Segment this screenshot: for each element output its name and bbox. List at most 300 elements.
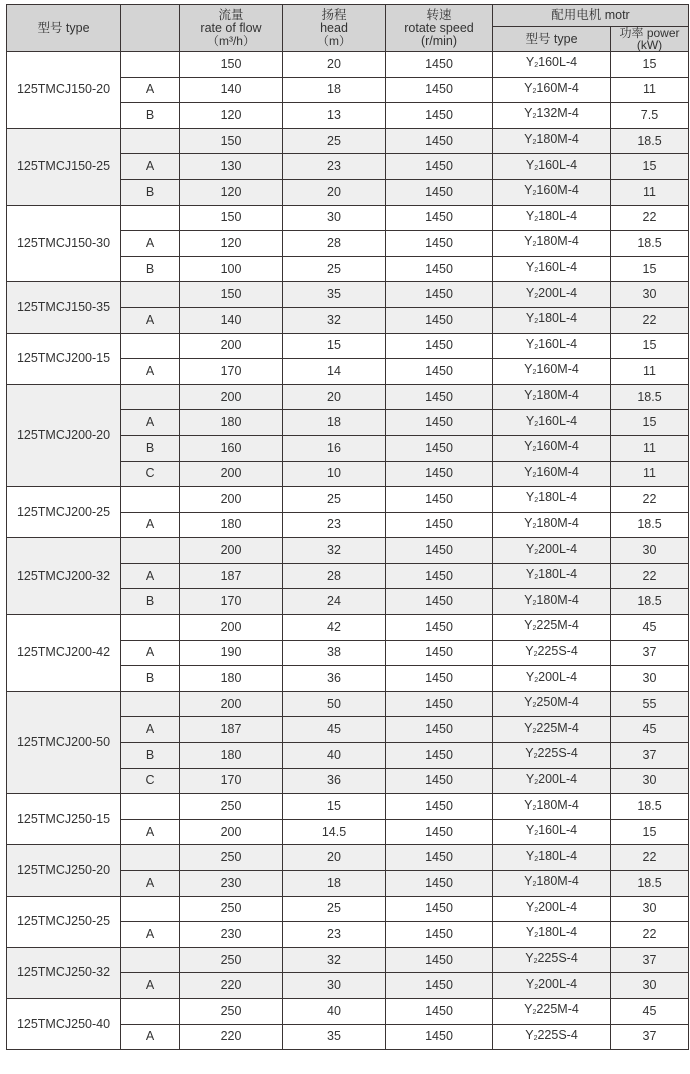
suffix-cell: B	[121, 435, 180, 461]
motor-type-cell	[493, 179, 611, 205]
head-cell: 23	[283, 922, 386, 948]
motor-prefix-sub: 2	[532, 804, 537, 812]
motor-model: 160L-4	[538, 413, 578, 428]
motor-model: 180L-4	[538, 925, 578, 940]
flow-cell: 200	[180, 691, 283, 717]
motor-model: 180L-4	[538, 311, 578, 326]
suffix-cell	[121, 205, 180, 231]
motor-prefix-sub: 2	[532, 87, 537, 95]
power-cell: 37	[611, 743, 689, 769]
motor-type-cell	[493, 871, 611, 897]
motor-prefix-sub: 2	[532, 190, 537, 198]
flow-cell: 250	[180, 845, 283, 871]
table-row	[7, 384, 689, 410]
speed-cell: 1450	[386, 333, 493, 359]
motor-prefix-sub: 2	[533, 650, 538, 658]
header-flow-en: rate of flow	[200, 21, 262, 35]
motor-prefix-sub: 2	[534, 420, 539, 428]
motor-model: 200L-4	[538, 771, 578, 786]
motor-type-cell	[493, 103, 611, 129]
motor-model: 200L-4	[538, 976, 578, 991]
speed-cell: 1450	[386, 845, 493, 871]
motor-prefix: Y	[524, 132, 533, 147]
motor-prefix-sub: 2	[534, 343, 539, 351]
power-cell: 45	[611, 615, 689, 641]
model-cell: 125TMCJ250-20	[7, 845, 121, 896]
motor-prefix: Y	[524, 464, 533, 479]
motor-prefix-sub: 2	[534, 548, 539, 556]
speed-cell: 1450	[386, 410, 493, 436]
head-cell: 10	[283, 461, 386, 487]
motor-type-cell	[493, 743, 611, 769]
motor-model: 250M-4	[536, 695, 579, 710]
head-cell: 14.5	[283, 819, 386, 845]
head-cell: 30	[283, 205, 386, 231]
suffix-cell: B	[121, 256, 180, 282]
motor-prefix: Y	[524, 388, 533, 403]
table-row	[7, 52, 689, 78]
flow-cell: 200	[180, 487, 283, 513]
motor-prefix-sub: 2	[534, 983, 539, 991]
speed-cell: 1450	[386, 52, 493, 78]
head-cell: 18	[283, 77, 386, 103]
flow-cell: 200	[180, 819, 283, 845]
motor-type-cell	[493, 256, 611, 282]
speed-cell: 1450	[386, 794, 493, 820]
motor-prefix-sub: 2	[534, 830, 539, 838]
motor-prefix-sub: 2	[532, 446, 537, 454]
power-cell: 18.5	[611, 128, 689, 154]
head-cell: 20	[283, 384, 386, 410]
motor-model: 180M-4	[536, 388, 579, 403]
motor-type-cell	[493, 77, 611, 103]
model-cell: 125TMCJ200-25	[7, 487, 121, 538]
pump-spec-table-container	[6, 4, 689, 1050]
motor-prefix: Y	[525, 413, 535, 428]
flow-cell: 180	[180, 410, 283, 436]
suffix-cell: A	[121, 717, 180, 743]
motor-model: 200L-4	[538, 541, 578, 556]
flow-cell: 150	[180, 282, 283, 308]
table-header	[7, 5, 689, 52]
suffix-cell: A	[121, 563, 180, 589]
motor-model: 180M-4	[536, 132, 579, 147]
motor-prefix-sub: 2	[534, 267, 539, 275]
motor-prefix-sub: 2	[532, 625, 537, 633]
power-cell: 15	[611, 52, 689, 78]
head-cell: 45	[283, 717, 386, 743]
motor-type-cell	[493, 896, 611, 922]
power-cell: 22	[611, 922, 689, 948]
speed-cell: 1450	[386, 871, 493, 897]
suffix-cell	[121, 128, 180, 154]
motor-prefix-sub: 2	[532, 599, 537, 607]
motor-prefix-sub: 2	[534, 855, 539, 863]
motor-prefix: Y	[525, 541, 535, 556]
flow-cell: 150	[180, 128, 283, 154]
motor-type-cell	[493, 794, 611, 820]
head-cell: 23	[283, 154, 386, 180]
motor-type-cell	[493, 819, 611, 845]
motor-model: 160M-4	[536, 362, 579, 377]
suffix-cell: B	[121, 589, 180, 615]
motor-prefix-sub: 2	[534, 292, 539, 300]
flow-cell: 170	[180, 359, 283, 385]
head-cell: 28	[283, 563, 386, 589]
motor-type-cell	[493, 589, 611, 615]
motor-type-cell	[493, 717, 611, 743]
speed-cell: 1450	[386, 717, 493, 743]
flow-cell: 140	[180, 307, 283, 333]
suffix-cell: A	[121, 640, 180, 666]
suffix-cell	[121, 845, 180, 871]
motor-prefix: Y	[524, 797, 533, 812]
motor-prefix-sub: 2	[532, 522, 537, 530]
flow-cell: 250	[180, 947, 283, 973]
power-cell: 15	[611, 410, 689, 436]
flow-cell: 230	[180, 922, 283, 948]
head-cell: 36	[283, 666, 386, 692]
power-cell: 15	[611, 256, 689, 282]
power-cell: 22	[611, 845, 689, 871]
speed-cell: 1450	[386, 384, 493, 410]
header-speed-en: rotate speed	[404, 20, 474, 35]
header-power-cn: 功率 power	[619, 26, 680, 40]
motor-type-cell	[493, 615, 611, 641]
head-cell: 35	[283, 282, 386, 308]
head-cell: 25	[283, 128, 386, 154]
motor-prefix: Y	[525, 746, 534, 761]
motor-type-cell	[493, 845, 611, 871]
speed-cell: 1450	[386, 743, 493, 769]
power-cell: 22	[611, 307, 689, 333]
flow-cell: 200	[180, 461, 283, 487]
power-cell: 37	[611, 1024, 689, 1050]
motor-type-cell	[493, 640, 611, 666]
motor-prefix-sub: 2	[532, 139, 537, 147]
motor-prefix-sub: 2	[534, 906, 539, 914]
motor-model: 160L-4	[538, 55, 578, 70]
motor-prefix: Y	[524, 183, 533, 198]
motor-prefix: Y	[524, 618, 533, 633]
header-head-cn: 扬程	[321, 8, 347, 22]
motor-model: 180M-4	[536, 797, 579, 812]
flow-cell: 200	[180, 615, 283, 641]
motor-prefix-sub: 2	[532, 113, 537, 121]
motor-model: 200L-4	[538, 899, 578, 914]
power-cell: 37	[611, 947, 689, 973]
flow-cell: 200	[180, 538, 283, 564]
suffix-cell: A	[121, 231, 180, 257]
speed-cell: 1450	[386, 768, 493, 794]
head-cell: 32	[283, 538, 386, 564]
flow-cell: 187	[180, 717, 283, 743]
motor-prefix: Y	[525, 771, 535, 786]
motor-type-cell	[493, 410, 611, 436]
motor-type-cell	[493, 231, 611, 257]
header-power-unit: (kW)	[636, 38, 663, 52]
power-cell: 22	[611, 205, 689, 231]
suffix-cell: C	[121, 768, 180, 794]
model-cell: 125TMCJ150-20	[7, 52, 121, 129]
header-head	[283, 5, 386, 52]
suffix-cell: B	[121, 666, 180, 692]
speed-cell: 1450	[386, 998, 493, 1024]
flow-cell: 180	[180, 512, 283, 538]
motor-prefix: Y	[525, 55, 535, 70]
head-cell: 14	[283, 359, 386, 385]
head-cell: 15	[283, 794, 386, 820]
head-cell: 18	[283, 410, 386, 436]
flow-cell: 120	[180, 179, 283, 205]
motor-prefix: Y	[525, 490, 535, 505]
motor-prefix-sub: 2	[534, 215, 539, 223]
motor-type-cell	[493, 538, 611, 564]
header-motor-group: 配用电机 motr	[493, 5, 689, 27]
power-cell: 7.5	[611, 103, 689, 129]
motor-prefix: Y	[525, 976, 535, 991]
motor-prefix: Y	[524, 720, 533, 735]
suffix-cell	[121, 947, 180, 973]
motor-model: 160L-4	[538, 260, 578, 275]
head-cell: 15	[283, 333, 386, 359]
power-cell: 15	[611, 154, 689, 180]
header-suffix	[121, 5, 180, 52]
suffix-cell	[121, 538, 180, 564]
suffix-cell	[121, 384, 180, 410]
power-cell: 30	[611, 538, 689, 564]
motor-type-cell	[493, 922, 611, 948]
model-cell: 125TMCJ250-40	[7, 998, 121, 1049]
motor-prefix: Y	[524, 695, 533, 710]
speed-cell: 1450	[386, 205, 493, 231]
motor-prefix-sub: 2	[534, 574, 539, 582]
power-cell: 45	[611, 717, 689, 743]
motor-prefix: Y	[524, 362, 533, 377]
speed-cell: 1450	[386, 819, 493, 845]
head-cell: 18	[283, 871, 386, 897]
suffix-cell	[121, 52, 180, 78]
motor-model: 225M-4	[536, 1002, 579, 1017]
head-cell: 35	[283, 1024, 386, 1050]
motor-prefix-sub: 2	[534, 62, 539, 70]
flow-cell: 250	[180, 998, 283, 1024]
motor-prefix-sub: 2	[532, 702, 537, 710]
speed-cell: 1450	[386, 77, 493, 103]
speed-cell: 1450	[386, 307, 493, 333]
motor-type-cell	[493, 154, 611, 180]
motor-type-cell	[493, 563, 611, 589]
motor-model: 160M-4	[536, 183, 579, 198]
motor-type-cell	[493, 461, 611, 487]
speed-cell: 1450	[386, 487, 493, 513]
flow-cell: 190	[180, 640, 283, 666]
motor-model: 200L-4	[538, 669, 578, 684]
header-speed-unit: (r/min)	[420, 33, 458, 48]
motor-type-cell	[493, 333, 611, 359]
motor-prefix: Y	[525, 925, 535, 940]
motor-prefix: Y	[524, 1002, 533, 1017]
motor-prefix-sub: 2	[534, 318, 539, 326]
header-flow-cn: 流量	[218, 8, 244, 22]
power-cell: 18.5	[611, 794, 689, 820]
model-cell: 125TMCJ200-42	[7, 615, 121, 692]
motor-type-cell	[493, 768, 611, 794]
speed-cell: 1450	[386, 666, 493, 692]
table-row	[7, 333, 689, 359]
suffix-cell: B	[121, 179, 180, 205]
power-cell: 18.5	[611, 512, 689, 538]
head-cell: 20	[283, 52, 386, 78]
head-cell: 36	[283, 768, 386, 794]
table-row	[7, 128, 689, 154]
motor-prefix-sub: 2	[532, 727, 537, 735]
header-flow-unit: （m³/h）	[206, 34, 255, 48]
head-cell: 38	[283, 640, 386, 666]
motor-prefix: Y	[525, 823, 535, 838]
motor-type-cell	[493, 487, 611, 513]
motor-prefix: Y	[524, 874, 533, 889]
motor-model: 180L-4	[538, 848, 578, 863]
power-cell: 18.5	[611, 384, 689, 410]
table-row	[7, 282, 689, 308]
motor-model: 225S-4	[537, 1027, 578, 1042]
table-body	[7, 52, 689, 1050]
suffix-cell: B	[121, 103, 180, 129]
motor-prefix-sub: 2	[532, 241, 537, 249]
motor-prefix-sub: 2	[532, 881, 537, 889]
motor-type-cell	[493, 282, 611, 308]
table-row	[7, 205, 689, 231]
table-row	[7, 691, 689, 717]
speed-cell: 1450	[386, 179, 493, 205]
motor-prefix: Y	[525, 157, 535, 172]
flow-cell: 120	[180, 231, 283, 257]
suffix-cell	[121, 794, 180, 820]
flow-cell: 250	[180, 794, 283, 820]
motor-prefix-sub: 2	[534, 164, 539, 172]
speed-cell: 1450	[386, 973, 493, 999]
speed-cell: 1450	[386, 947, 493, 973]
motor-model: 180L-4	[538, 208, 578, 223]
power-cell: 30	[611, 282, 689, 308]
motor-model: 160L-4	[538, 336, 578, 351]
motor-prefix: Y	[525, 336, 535, 351]
suffix-cell: A	[121, 1024, 180, 1050]
motor-prefix: Y	[525, 951, 534, 966]
motor-model: 225S-4	[537, 746, 578, 761]
flow-cell: 160	[180, 435, 283, 461]
model-cell: 125TMCJ150-30	[7, 205, 121, 282]
motor-model: 160M-4	[536, 464, 579, 479]
suffix-cell: A	[121, 307, 180, 333]
header-head-en: head	[320, 21, 348, 35]
speed-cell: 1450	[386, 256, 493, 282]
motor-type-cell	[493, 307, 611, 333]
pump-spec-table	[6, 4, 689, 1050]
motor-prefix: Y	[524, 106, 533, 121]
power-cell: 30	[611, 973, 689, 999]
head-cell: 40	[283, 743, 386, 769]
motor-prefix-sub: 2	[534, 676, 539, 684]
head-cell: 20	[283, 845, 386, 871]
flow-cell: 230	[180, 871, 283, 897]
power-cell: 18.5	[611, 871, 689, 897]
head-cell: 23	[283, 512, 386, 538]
motor-prefix-sub: 2	[534, 497, 539, 505]
model-cell: 125TMCJ200-50	[7, 691, 121, 793]
motor-type-cell	[493, 973, 611, 999]
speed-cell: 1450	[386, 128, 493, 154]
flow-cell: 200	[180, 333, 283, 359]
motor-model: 160L-4	[538, 823, 578, 838]
motor-model: 180M-4	[536, 234, 579, 249]
speed-cell: 1450	[386, 589, 493, 615]
header-flow	[180, 5, 283, 52]
speed-cell: 1450	[386, 563, 493, 589]
motor-model: 225S-4	[537, 951, 578, 966]
motor-prefix: Y	[525, 643, 534, 658]
model-cell: 125TMCJ250-32	[7, 947, 121, 998]
motor-type-cell	[493, 384, 611, 410]
suffix-cell: A	[121, 973, 180, 999]
header-model-type: 型号 type	[7, 5, 121, 52]
table-row	[7, 615, 689, 641]
motor-model: 180L-4	[538, 567, 578, 582]
power-cell: 11	[611, 179, 689, 205]
motor-prefix-sub: 2	[534, 932, 539, 940]
speed-cell: 1450	[386, 435, 493, 461]
motor-prefix: Y	[525, 208, 535, 223]
motor-model: 180M-4	[536, 592, 579, 607]
header-motor-power	[611, 27, 689, 52]
flow-cell: 180	[180, 743, 283, 769]
power-cell: 22	[611, 563, 689, 589]
motor-prefix: Y	[524, 439, 533, 454]
model-cell: 125TMCJ200-20	[7, 384, 121, 486]
flow-cell: 120	[180, 103, 283, 129]
flow-cell: 170	[180, 768, 283, 794]
motor-type-cell	[493, 1024, 611, 1050]
table-row	[7, 845, 689, 871]
motor-prefix-sub: 2	[533, 753, 538, 761]
suffix-cell	[121, 896, 180, 922]
head-cell: 32	[283, 307, 386, 333]
motor-model: 132M-4	[536, 106, 579, 121]
motor-prefix: Y	[525, 285, 535, 300]
speed-cell: 1450	[386, 615, 493, 641]
suffix-cell	[121, 333, 180, 359]
power-cell: 30	[611, 768, 689, 794]
flow-cell: 150	[180, 52, 283, 78]
motor-model: 225S-4	[537, 643, 578, 658]
speed-cell: 1450	[386, 103, 493, 129]
head-cell: 25	[283, 487, 386, 513]
head-cell: 24	[283, 589, 386, 615]
motor-type-cell	[493, 512, 611, 538]
table-row	[7, 538, 689, 564]
header-head-unit: （m）	[317, 34, 351, 48]
header-speed-cn: 转速	[426, 7, 452, 22]
suffix-cell: A	[121, 77, 180, 103]
motor-prefix: Y	[525, 260, 535, 275]
motor-type-cell	[493, 998, 611, 1024]
power-cell: 18.5	[611, 589, 689, 615]
suffix-cell: A	[121, 410, 180, 436]
head-cell: 42	[283, 615, 386, 641]
motor-type-cell	[493, 52, 611, 78]
head-cell: 25	[283, 256, 386, 282]
